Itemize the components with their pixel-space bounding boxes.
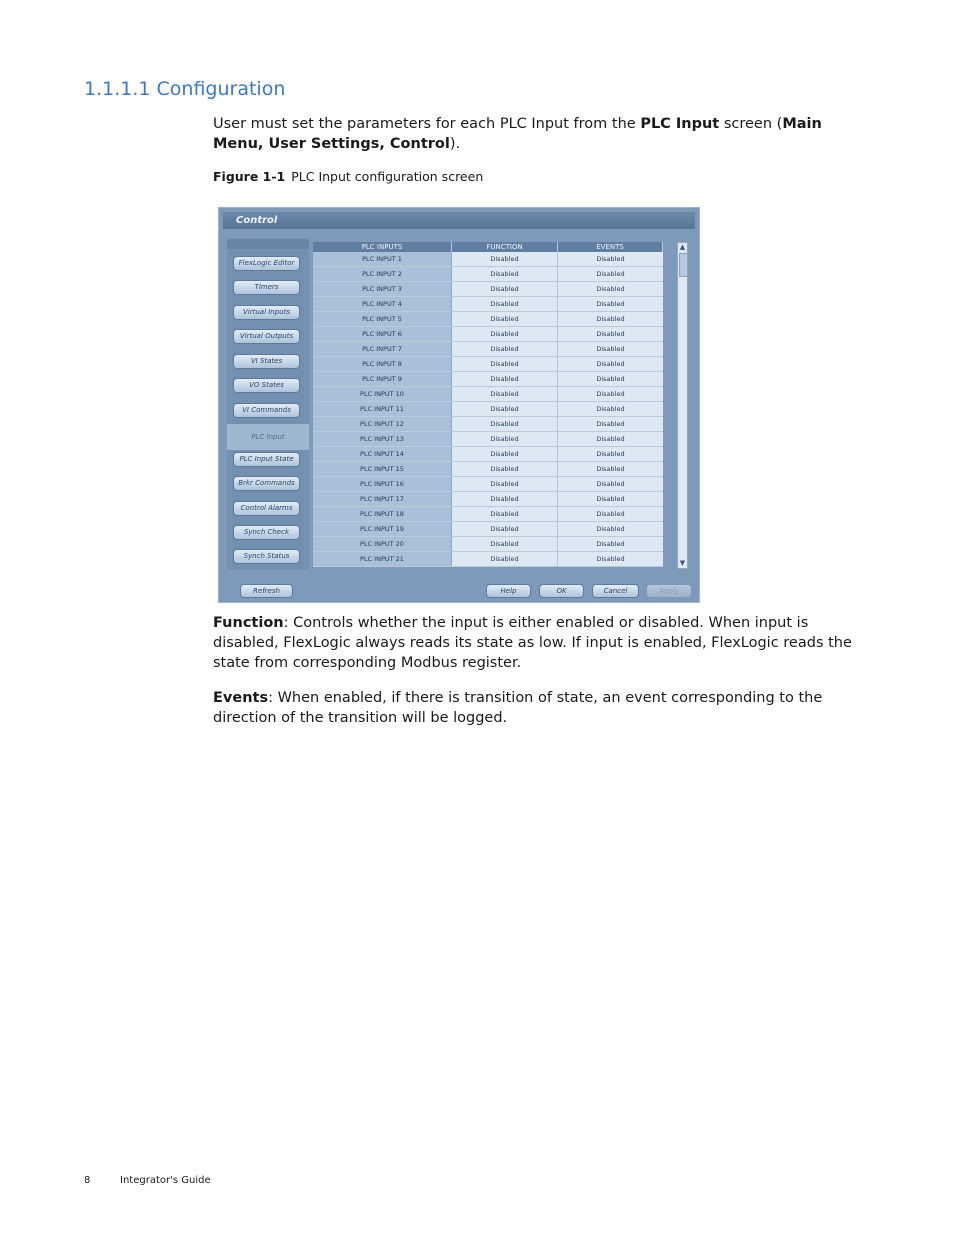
function-description: : Controls whether the input is either enabled or disabled. When input is disabled, FlexLogic always reads its state as low. If input is enabled, FlexLogic reads the state from corresponding Modbus register.	[213, 615, 852, 671]
intro-text: screen (	[719, 116, 783, 132]
plc-input-name-cell: PLC INPUT 9	[313, 372, 452, 386]
button-bar	[223, 580, 695, 600]
intro-paragraph	[213, 114, 868, 154]
scroll-thumb[interactable]	[679, 253, 688, 277]
plc-input-name-cell: PLC INPUT 20	[313, 537, 452, 551]
events-cell[interactable]: Disabled	[558, 267, 663, 281]
function-cell[interactable]: Disabled	[452, 417, 558, 431]
function-cell[interactable]: Disabled	[452, 357, 558, 371]
plc-input-name-cell: PLC INPUT 15	[313, 462, 452, 476]
function-cell[interactable]: Disabled	[452, 372, 558, 386]
sidebar-item-plc-input[interactable]: PLC Input	[227, 424, 309, 450]
function-cell[interactable]: Disabled	[452, 267, 558, 281]
plc-input-name-cell: PLC INPUT 18	[313, 507, 452, 521]
function-term: Function	[213, 615, 284, 631]
table-scrollbar[interactable]	[677, 242, 688, 569]
column-header-events: EVENTS	[558, 242, 663, 252]
events-paragraph	[213, 688, 868, 728]
events-cell[interactable]: Disabled	[558, 312, 663, 326]
plc-input-name-cell: PLC INPUT 11	[313, 402, 452, 416]
events-cell[interactable]: Disabled	[558, 447, 663, 461]
sidebar-item-vi-states[interactable]: VI States	[233, 354, 300, 369]
plc-input-name-cell: PLC INPUT 10	[313, 387, 452, 401]
events-cell[interactable]: Disabled	[558, 537, 663, 551]
table-row	[313, 417, 663, 432]
function-cell[interactable]: Disabled	[452, 507, 558, 521]
intro-bold-menu-path: Main Menu, User Settings, Control	[213, 116, 822, 152]
plc-input-name-cell: PLC INPUT 17	[313, 492, 452, 506]
function-cell[interactable]: Disabled	[452, 477, 558, 491]
table-row	[313, 462, 663, 477]
function-cell[interactable]: Disabled	[452, 252, 558, 266]
table-row	[313, 432, 663, 447]
plc-input-name-cell: PLC INPUT 7	[313, 342, 452, 356]
plc-input-name-cell: PLC INPUT 4	[313, 297, 452, 311]
events-cell[interactable]: Disabled	[558, 552, 663, 566]
function-cell[interactable]: Disabled	[452, 312, 558, 326]
table-row	[313, 552, 663, 567]
table-row	[313, 297, 663, 312]
plc-input-name-cell: PLC INPUT 1	[313, 252, 452, 266]
plc-input-name-cell: PLC INPUT 14	[313, 447, 452, 461]
sidebar-item-brkr-commands[interactable]: Brkr Commands	[233, 476, 300, 491]
events-cell[interactable]: Disabled	[558, 282, 663, 296]
sidebar-item-timers[interactable]: Timers	[233, 280, 300, 295]
function-cell[interactable]: Disabled	[452, 432, 558, 446]
events-cell[interactable]: Disabled	[558, 402, 663, 416]
events-cell[interactable]: Disabled	[558, 492, 663, 506]
cancel-button[interactable]: Cancel	[592, 584, 639, 598]
sidebar-item-synch-check[interactable]: Synch Check	[233, 525, 300, 540]
table-row	[313, 507, 663, 522]
events-cell[interactable]: Disabled	[558, 462, 663, 476]
plc-input-name-cell: PLC INPUT 16	[313, 477, 452, 491]
plc-input-name-cell: PLC INPUT 6	[313, 327, 452, 341]
events-cell[interactable]: Disabled	[558, 357, 663, 371]
figure-caption	[213, 169, 483, 184]
sidebar-item-virtual-inputs[interactable]: Virtual Inputs	[233, 305, 300, 320]
function-cell[interactable]: Disabled	[452, 492, 558, 506]
plc-input-name-cell: PLC INPUT 2	[313, 267, 452, 281]
plc-input-screen	[218, 207, 700, 603]
window-title: Control	[223, 212, 695, 229]
function-paragraph	[213, 613, 868, 673]
events-cell[interactable]: Disabled	[558, 522, 663, 536]
events-term: Events	[213, 690, 269, 706]
events-cell[interactable]: Disabled	[558, 372, 663, 386]
plc-input-name-cell: PLC INPUT 13	[313, 432, 452, 446]
table-body	[313, 252, 663, 567]
footer-title: Integrator's Guide	[120, 1175, 211, 1186]
events-description: : When enabled, if there is transition of state, an event corresponding to the direction of the transition will be logged.	[213, 690, 823, 726]
intro-bold-plc-input: PLC Input	[640, 116, 720, 132]
control-sidebar	[227, 239, 309, 570]
section-heading: 1.1.1.1 Configuration	[84, 78, 286, 100]
table-row	[313, 252, 663, 267]
figure-label: Figure 1-1	[213, 169, 286, 184]
scroll-down-icon[interactable]: ▼	[679, 559, 686, 567]
table-row	[313, 282, 663, 297]
events-cell[interactable]: Disabled	[558, 252, 663, 266]
table-row	[313, 447, 663, 462]
ok-button[interactable]: OK	[539, 584, 584, 598]
apply-button[interactable]: Apply	[646, 584, 692, 598]
sidebar-item-vo-states[interactable]: VO States	[233, 378, 300, 393]
table-row	[313, 477, 663, 492]
table-row	[313, 402, 663, 417]
events-cell[interactable]: Disabled	[558, 507, 663, 521]
help-button[interactable]: Help	[486, 584, 531, 598]
function-cell[interactable]: Disabled	[452, 552, 558, 566]
events-cell[interactable]: Disabled	[558, 417, 663, 431]
sidebar-item-synch-status[interactable]: Synch Status	[233, 549, 300, 564]
table-row	[313, 372, 663, 387]
sidebar-item-vi-commands[interactable]: VI Commands	[233, 403, 300, 418]
intro-text: ).	[449, 136, 461, 152]
function-cell[interactable]: Disabled	[452, 282, 558, 296]
sidebar-item-plc-input-state[interactable]: PLC Input State	[233, 452, 300, 467]
table-row	[313, 387, 663, 402]
plc-input-name-cell: PLC INPUT 5	[313, 312, 452, 326]
table-row	[313, 522, 663, 537]
events-cell[interactable]: Disabled	[558, 327, 663, 341]
table-row	[313, 342, 663, 357]
column-header-function: FUNCTION	[452, 242, 558, 252]
table-header	[313, 242, 663, 252]
page-number: 8	[84, 1175, 91, 1186]
function-cell[interactable]: Disabled	[452, 327, 558, 341]
function-cell[interactable]: Disabled	[452, 342, 558, 356]
plc-input-name-cell: PLC INPUT 8	[313, 357, 452, 371]
plc-input-table	[313, 242, 663, 567]
events-cell[interactable]: Disabled	[558, 342, 663, 356]
table-row	[313, 492, 663, 507]
sidebar-item-flexlogic-editor[interactable]: FlexLogic Editor	[233, 256, 300, 271]
events-cell[interactable]: Disabled	[558, 297, 663, 311]
plc-input-name-cell: PLC INPUT 19	[313, 522, 452, 536]
table-row	[313, 267, 663, 282]
sidebar-item-control-alarms[interactable]: Control Alarms	[233, 501, 300, 516]
function-cell[interactable]: Disabled	[452, 297, 558, 311]
table-row	[313, 357, 663, 372]
sidebar-header	[227, 239, 309, 249]
function-cell[interactable]: Disabled	[452, 462, 558, 476]
function-cell[interactable]: Disabled	[452, 522, 558, 536]
intro-text: User must set the parameters for each PLC Input from the	[213, 116, 641, 132]
function-cell[interactable]: Disabled	[452, 537, 558, 551]
refresh-button[interactable]: Refresh	[240, 584, 293, 598]
events-cell[interactable]: Disabled	[558, 432, 663, 446]
function-cell[interactable]: Disabled	[452, 447, 558, 461]
plc-input-name-cell: PLC INPUT 21	[313, 552, 452, 566]
function-cell[interactable]: Disabled	[452, 387, 558, 401]
column-header-plc-inputs: PLC INPUTS	[313, 242, 452, 252]
table-row	[313, 537, 663, 552]
events-cell[interactable]: Disabled	[558, 477, 663, 491]
events-cell[interactable]: Disabled	[558, 387, 663, 401]
function-cell[interactable]: Disabled	[452, 402, 558, 416]
plc-input-name-cell: PLC INPUT 12	[313, 417, 452, 431]
figure-caption-text: PLC Input configuration screen	[291, 169, 484, 184]
table-row	[313, 327, 663, 342]
scroll-up-icon[interactable]: ▲	[679, 243, 686, 251]
table-row	[313, 312, 663, 327]
sidebar-item-virtual-outputs[interactable]: Virtual Outputs	[233, 329, 300, 344]
plc-input-name-cell: PLC INPUT 3	[313, 282, 452, 296]
